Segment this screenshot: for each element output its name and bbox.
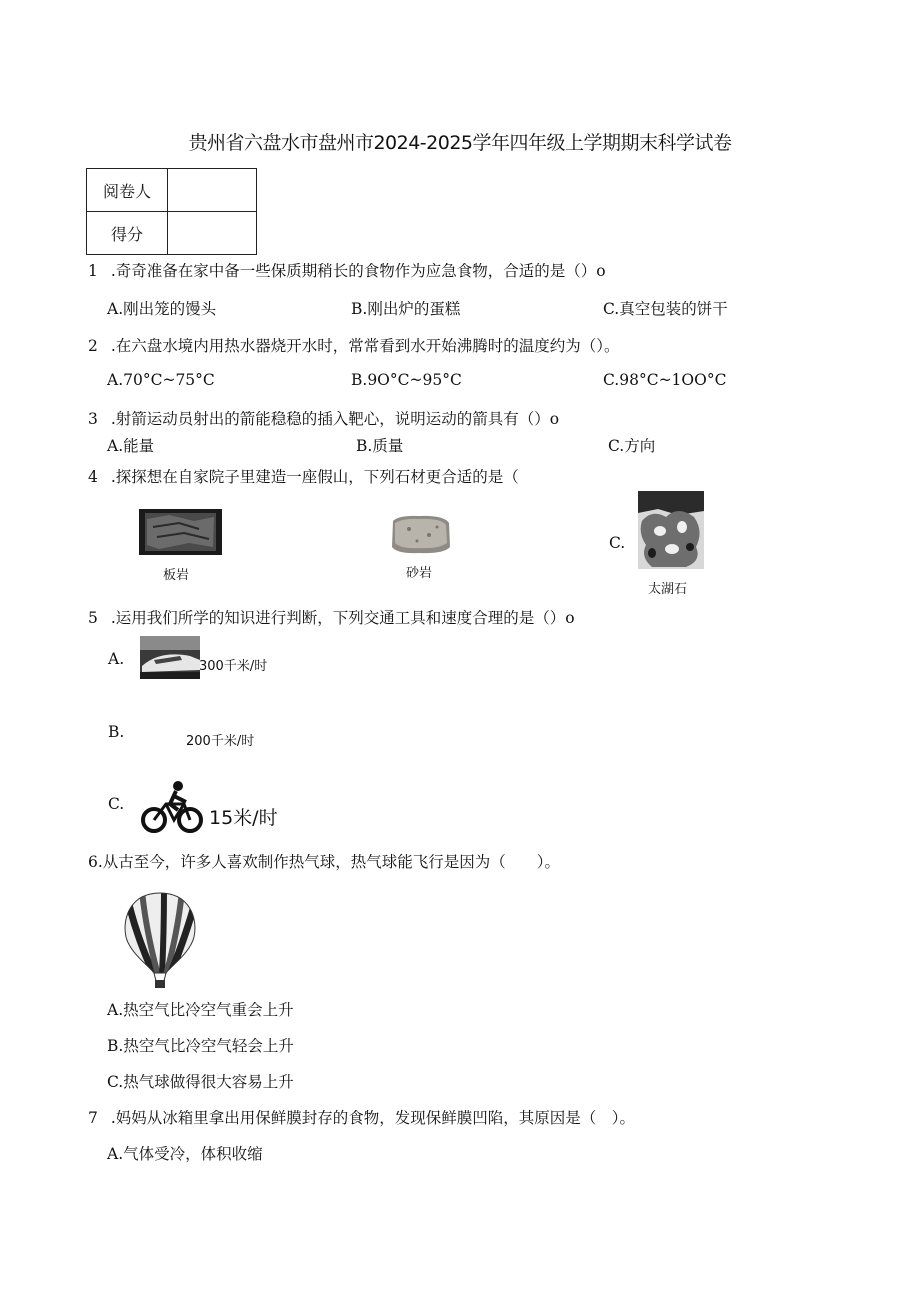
q1-option-c[interactable]: C.真空包装的饼干 <box>603 300 728 318</box>
score-table <box>86 168 257 255</box>
question-7 <box>88 1106 635 1128</box>
slate-rock-image[interactable] <box>139 509 222 555</box>
page-title: 贵州省六盘水市盘州市2024-2025学年四年级上学期期末科学试卷 <box>188 132 732 154</box>
q2-option-c[interactable]: C.98°C~1OO°C <box>603 371 727 389</box>
question-text: .运用我们所学的知识进行判断，下列交通工具和速度合理的是（）o <box>110 609 575 627</box>
q6-option-b[interactable]: B.热空气比冷空气轻会上升 <box>107 1037 294 1055</box>
q3-option-a[interactable]: A.能量 <box>107 437 155 455</box>
q5-option-b-speed[interactable]: 200千米/时 <box>186 734 255 749</box>
question-number: 4 <box>88 468 98 486</box>
question-5 <box>88 606 575 628</box>
q2-option-a[interactable]: A.70°C~75°C <box>107 371 215 389</box>
q6-option-a[interactable]: A.热空气比冷空气重会上升 <box>107 1001 294 1019</box>
q4-option-c-letter[interactable]: C. <box>609 534 626 552</box>
q2-option-b[interactable]: B.9O°C~95°C <box>351 371 462 389</box>
question-text: .奇奇准备在家中备一些保质期稍长的食物作为应急食物，合适的是（）o <box>110 262 606 280</box>
q3-option-c[interactable]: C.方向 <box>608 437 656 455</box>
reviewer-cell <box>168 169 257 212</box>
question-text: .在六盘水境内用热水器烧开水时，常常看到水开始沸腾时的温度约为（）。 <box>110 337 620 355</box>
question-2 <box>88 334 620 356</box>
question-6-text: 6.从古至今，许多人喜欢制作热气球，热气球能飞行是因为（ ）。 <box>88 853 561 871</box>
q5-option-a-letter[interactable]: A. <box>108 650 125 668</box>
question-number: 7 <box>88 1109 98 1127</box>
question-number: 3 <box>88 410 98 428</box>
question-number: 5 <box>88 609 98 627</box>
q4-option-a-caption[interactable]: 板岩 <box>163 568 190 583</box>
question-number: 2 <box>88 337 98 355</box>
q4-option-c-caption[interactable]: 太湖石 <box>648 582 688 597</box>
high-speed-train-image[interactable] <box>140 636 200 679</box>
q5-option-a-speed[interactable]: 300千米/时 <box>199 659 268 674</box>
hot-air-balloon-image <box>120 891 200 991</box>
reviewer-label: 阅卷人 <box>87 169 168 212</box>
q1-option-b[interactable]: B.刚出炉的蛋糕 <box>351 300 461 318</box>
q1-option-a[interactable]: A.刚出笼的馒头 <box>107 300 217 318</box>
q7-option-a[interactable]: A.气体受冷，体积收缩 <box>107 1145 263 1163</box>
q3-option-b[interactable]: B.质量 <box>356 437 404 455</box>
question-text: .妈妈从冰箱里拿出用保鲜膜封存的食物，发现保鲜膜凹陷，其原因是（ ）。 <box>110 1109 635 1127</box>
question-text: .探探想在自家院子里建造一座假山，下列石材更合适的是（ <box>110 468 519 486</box>
score-label: 得分 <box>87 212 168 255</box>
q5-option-c-speed[interactable]: 15米/时 <box>209 807 278 829</box>
question-text: .射箭运动员射出的箭能稳稳的插入靶心，说明运动的箭具有（）o <box>110 410 560 428</box>
bicycle-image[interactable] <box>140 780 204 834</box>
question-number: 1 <box>88 262 98 280</box>
q5-option-b-letter[interactable]: B. <box>108 723 125 741</box>
q6-option-c[interactable]: C.热气球做得很大容易上升 <box>107 1073 294 1091</box>
sandstone-image[interactable] <box>389 513 452 555</box>
question-1 <box>88 259 606 281</box>
question-3 <box>88 407 559 429</box>
question-4 <box>88 465 519 487</box>
taihu-stone-image[interactable] <box>638 491 704 569</box>
q4-option-b-caption[interactable]: 砂岩 <box>406 566 433 581</box>
score-cell <box>168 212 257 255</box>
q5-option-c-letter[interactable]: C. <box>108 795 125 813</box>
